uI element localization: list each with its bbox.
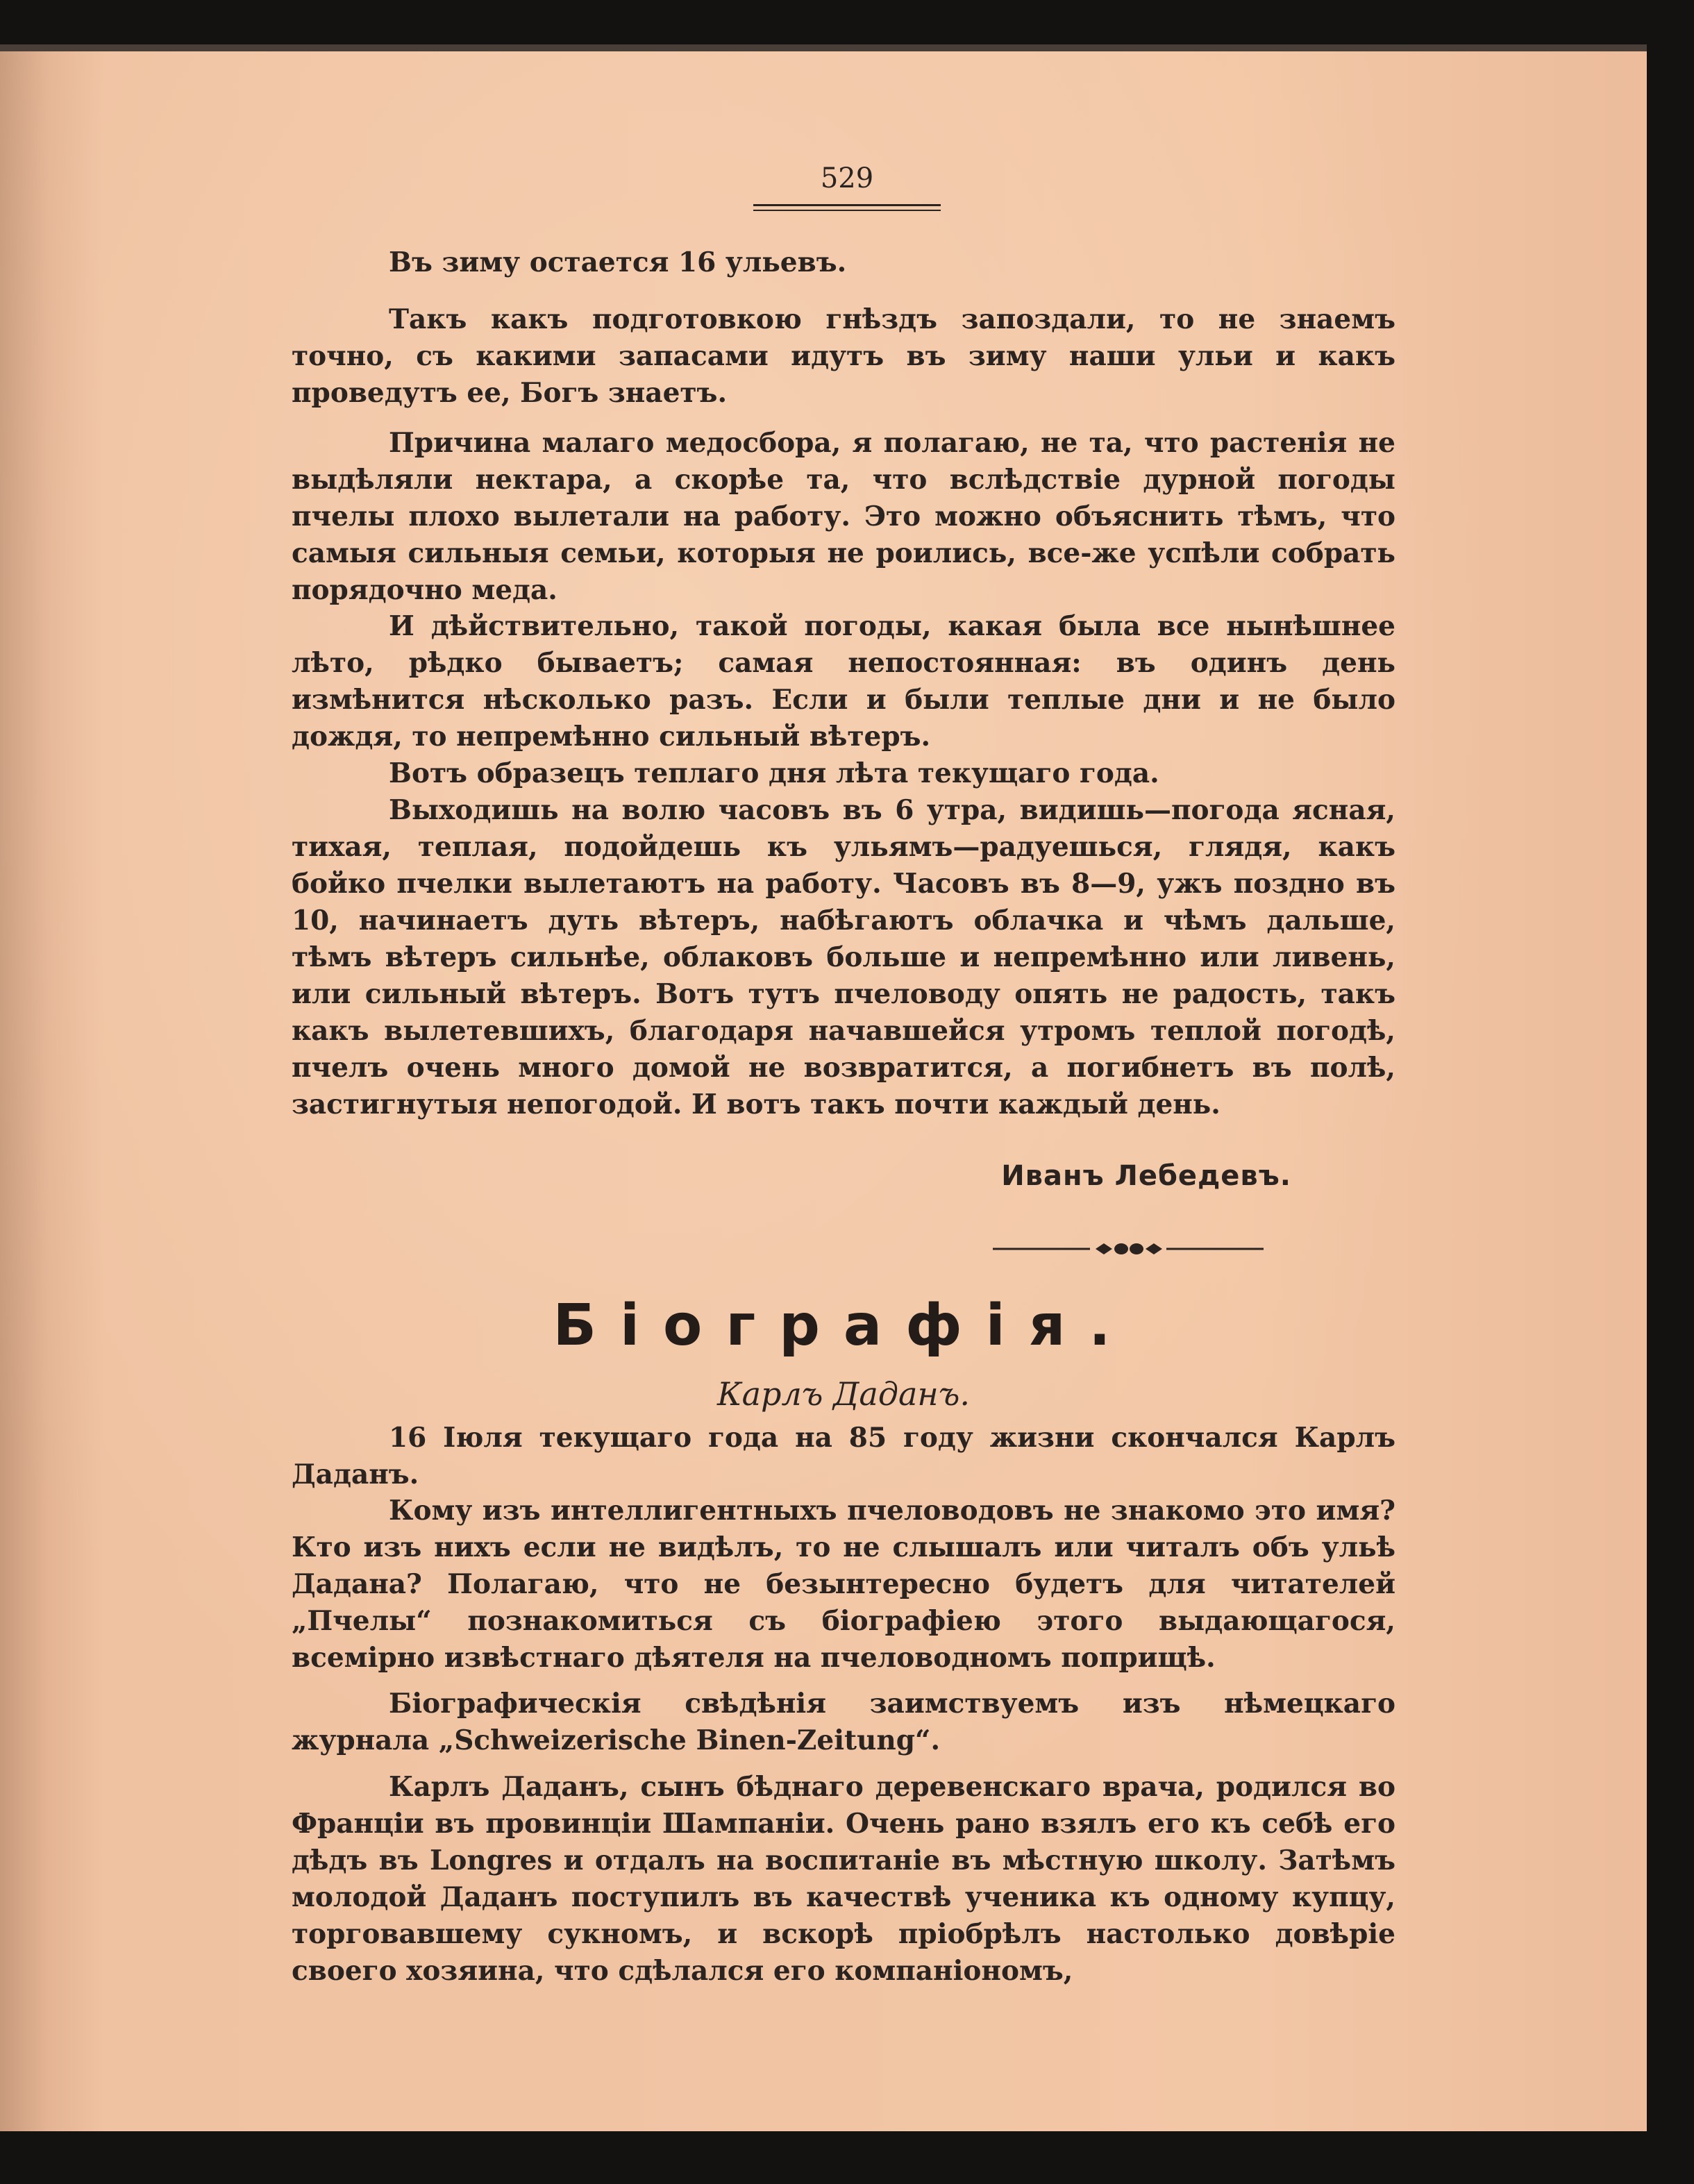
paragraph: 16 Іюля текущаго года на 85 году жизни скончался Карлъ Даданъ. bbox=[292, 1422, 1395, 1490]
page-top-edge bbox=[0, 44, 1647, 51]
paragraph: Кому изъ интеллигентныхъ пчеловодовъ не знакомо это имя? Кто изъ нихъ если не видѣлъ, то не слышалъ или читалъ объ ульѣ Дадана? Полагаю, что не безынтересно будетъ для читателей „Пчелы“ познакомиться съ біографіею этого выдающагося, всемірно извѣстнаго дѣятеля на пчеловодномъ поприщѣ. bbox=[292, 1495, 1395, 1674]
page-number: 529 bbox=[820, 162, 874, 194]
section-subtitle: Карлъ Даданъ. bbox=[716, 1375, 971, 1413]
section-title: Біографія. bbox=[553, 1293, 1134, 1359]
page-number-rule bbox=[753, 204, 941, 206]
paragraph: Выходишь на волю часовъ въ 6 утра, видишь—погода ясная, тихая, теплая, подойдешь къ ульямъ—радуешься, глядя, какъ бойко пчелки вылетаютъ на работу. Часовъ въ 8—9, ужъ поздно въ 10, начинаетъ дуть вѣтеръ, набѣгаютъ облачка и чѣмъ дальше, тѣмъ вѣтеръ сильнѣе, облаковъ больше и непремѣнно или ливень, или сильный вѣтеръ. Вотъ тутъ пчеловоду опять не радость, такъ какъ вылетевшихъ, благодаря начавшейся утромъ теплой погодѣ, пчелъ очень много домой не возвратится, а погибнетъ въ полѣ, застигнутыя непогодой. И вотъ такъ почти каждый день. bbox=[292, 794, 1395, 1120]
paragraph: Причина малаго медосбора, я полагаю, не та, что растенія не выдѣляли нектара, а скорѣе та, что вслѣдствіе дурной погоды пчелы плохо вылетали на работу. Это можно объяснить тѣмъ, что самыя сильныя семьи, которыя не роились, все-же успѣли собрать порядочно меда. bbox=[292, 427, 1395, 606]
paragraph: Вотъ образецъ теплаго дня лѣта текущаго года. bbox=[389, 757, 1159, 789]
author-signature: Иванъ Лебедевъ. bbox=[1001, 1160, 1291, 1192]
paragraph: Біографическія свѣдѣнія заимствуемъ изъ нѣмецкаго журнала „Schweizerische Binen-Zeitung“. bbox=[292, 1688, 1395, 1756]
paragraph: И дѣйствительно, такой погоды, какая была все нынѣшнее лѣто, рѣдко бываетъ; самая непостоянная: въ одинъ день измѣнится нѣсколько разъ. Если и были теплые дни и не было дождя, то непремѣнно сильный вѣтеръ. bbox=[292, 610, 1395, 753]
paragraph: Карлъ Даданъ, сынъ бѣднаго деревенскаго врача, родился во Франціи въ провинціи Шампаніи. Очень рано взялъ его къ себѣ его дѣдъ въ Longres и отдалъ на воспитаніе въ мѣстную школу. Затѣмъ молодой Даданъ поступилъ въ качествѣ ученика къ одному купцу, торговавшему сукномъ, и вскорѣ пріобрѣлъ настолько довѣріе своего хозяина, что сдѣлался его компаніономъ, bbox=[292, 1771, 1395, 1987]
paragraph: Такъ какъ подготовкою гнѣздъ запоздали, то не знаемъ точно, съ какими запасами идутъ въ зиму наши ульи и какъ проведутъ ее, Богъ знаетъ. bbox=[292, 303, 1395, 409]
ornament-divider bbox=[993, 1242, 1264, 1256]
page-number-rule-second bbox=[753, 210, 941, 211]
paragraph: Въ зиму остается 16 ульевъ. bbox=[389, 246, 847, 278]
